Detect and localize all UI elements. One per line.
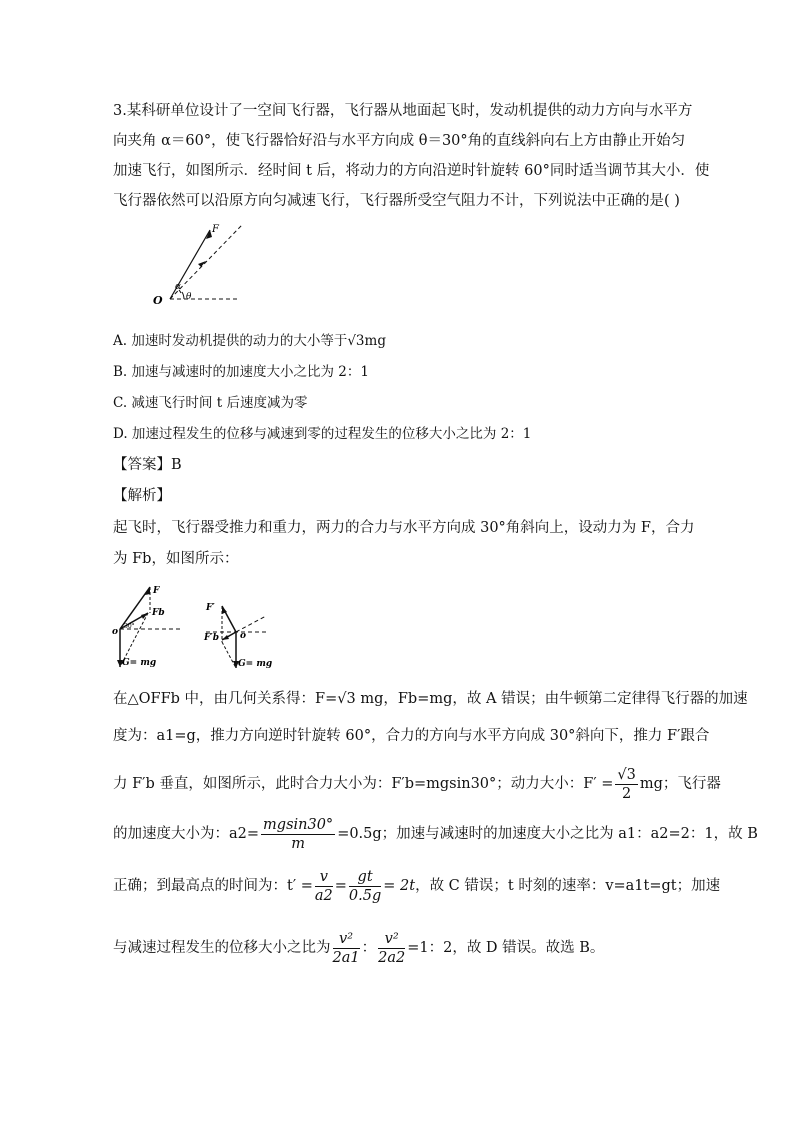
option-c: C. 减速飞行时间 t 后速度减为零 (113, 395, 308, 411)
option-a: A. 加速时发动机提供的动力的大小等于√3mg (113, 333, 386, 349)
result-2t: = 2t (383, 878, 416, 894)
analysis-title: 【解析】 (113, 488, 171, 504)
fraction-v2-over-2a1 (333, 930, 360, 967)
analysis-line-4: 度为：a1=g，推力方向逆时针旋转 60°，合力的方向与水平方向成 30°斜向下，推力 F′跟合 (113, 728, 710, 744)
fraction-v2-over-2a2 (378, 930, 405, 967)
analysis-line-2: 为 Fb，如图所示： (113, 551, 239, 567)
fraction-denominator: m (291, 835, 305, 852)
fraction-gt-over-05g (349, 868, 381, 905)
fraction-denominator: 0.5g (348, 887, 382, 904)
fig2-label-Fb: Fb (152, 608, 165, 618)
fraction-denominator: a2 (314, 887, 333, 904)
option-b: B. 加速与减速时的加速度大小之比为 2：1 (113, 364, 369, 380)
fraction-numerator: v (315, 868, 333, 887)
analysis-line-1: 起飞时，飞行器受推力和重力，两力的合力与水平方向成 30°角斜向上，设动力为 F，合力 (113, 520, 695, 536)
line8-text-a: 与减速过程发生的位移大小之比为 (113, 940, 331, 956)
fig3-label-o: o (240, 631, 247, 641)
fraction-numerator: gt (349, 868, 381, 887)
fraction-denominator: 2a1 (332, 949, 360, 966)
fig3-label-Fb: F′b (204, 633, 220, 643)
fig2-label-o: o (112, 627, 119, 637)
figure-2-acceleration-forces (112, 583, 184, 673)
fig3-label-F: F′ (206, 603, 215, 613)
fraction-denominator: 2 (622, 785, 632, 802)
fraction-sqrt3-over-2 (615, 766, 637, 803)
fig2-label-F: F (153, 586, 160, 596)
analysis-line-5 (113, 762, 721, 806)
equals-sign: = (334, 878, 347, 894)
question-line-4: 飞行器依然可以沿原方向匀减速飞行，飞行器所受空气阻力不计，下列说法中正确的是( ) (113, 193, 680, 209)
analysis-line-8 (113, 926, 685, 970)
fig2-label-G: G= mg (122, 658, 157, 668)
line6-text-a: 的加速度大小为：a2= (113, 826, 260, 842)
line5-text-a: 力 F′b 垂直，如图所示，此时合力大小为：F′b=mgsin30°；动力大小：F′ = (113, 776, 614, 792)
question-line-3: 加速飞行，如图所示．经时间 t 后，将动力的方向沿逆时针旋转 60°同时适当调节其大小．使 (113, 163, 710, 179)
figure-3-deceleration-forces (200, 598, 280, 674)
line5-text-b: mg；飞行器 (639, 776, 721, 792)
line7-text-a: 正确；到最高点的时间为：t′ = (113, 878, 313, 894)
line6-text-b: =0.5g；加速与减速时的加速度大小之比为 a1：a2=2：1，故 B (337, 826, 758, 842)
fraction-denominator: 2a2 (378, 949, 406, 966)
option-d: D. 加速过程发生的位移与减速到零的过程发生的位移大小之比为 2：1 (113, 426, 532, 442)
label-O: O (153, 294, 163, 307)
figure-1-flight-diagram (140, 218, 250, 310)
fraction-a2 (261, 816, 335, 853)
question-line-1: 3.某科研单位设计了一空间飞行器，飞行器从地面起飞时，发动机提供的动力方向与水平方 (113, 103, 693, 119)
analysis-line-3: 在△OFFb 中，由几何关系得：F=√3 mg，Fb=mg，故 A 错误；由牛顿第二定律得飞行器的加速 (113, 691, 748, 707)
analysis-line-6 (113, 812, 758, 856)
fig2-label-angle: 30° (124, 623, 135, 630)
fraction-numerator: √3 (617, 766, 636, 783)
fraction-numerator: mgsin30° (263, 816, 334, 833)
answer-line: 【答案】B (113, 457, 182, 473)
label-alpha: α (175, 282, 182, 292)
line8-text-b: =1：2，故 D 错误。故选 B。 (407, 940, 605, 956)
colon: ： (361, 940, 377, 956)
question-line-2: 向夹角 α＝60°，使飞行器恰好沿与水平方向成 θ＝30°角的直线斜向右上方由静止开始匀 (113, 133, 686, 149)
line7-text-b: ，故 C 错误；t 时刻的速率：v=a1t=gt；加速 (415, 878, 721, 894)
label-theta: θ (186, 292, 192, 302)
fraction-numerator: v² (378, 930, 405, 949)
fraction-v-over-a2 (315, 868, 333, 905)
fraction-numerator: v² (333, 930, 360, 949)
fig3-label-G: G= mg (238, 659, 273, 669)
label-F: F (212, 224, 219, 235)
analysis-line-7 (113, 864, 721, 908)
